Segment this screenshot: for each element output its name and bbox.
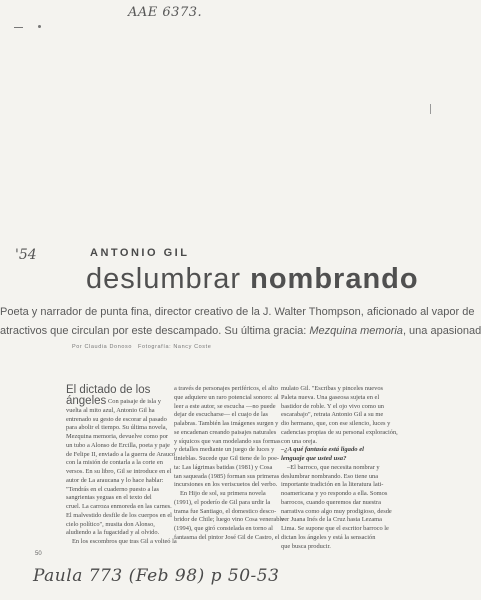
page-number: 50 [35, 551, 42, 557]
dek-line-2 [0, 324, 481, 338]
col2-line: trama fue Santiago, el domestico desco- [174, 507, 277, 515]
answer-line: Lima. Se supone que el escritor barroco le [281, 525, 389, 532]
col1-line: autor de La araucana y lo hace hablar: [66, 476, 164, 484]
col3-line: con una oreja. [281, 437, 318, 445]
col2-line: (1991), el poderío de Gil para urdir la [174, 498, 271, 506]
byline [72, 344, 211, 350]
interview-question-line-1: –¿A qué fantasía está ligado el [281, 446, 364, 454]
col2-line: (1994), que giró constelada en torno al [174, 525, 273, 532]
byline-author: Por Claudia Donoso [72, 344, 133, 350]
col2-line: leer a este autor, se escucha —no puede [174, 402, 276, 410]
col1-line: cruel. La carroza enmoreda en las carnes. [66, 503, 172, 510]
text-column-2 [174, 385, 286, 543]
col1-line: Con paisaje de isla y [108, 398, 161, 405]
col1-line: con la misión de contarla a la corte en [66, 459, 163, 467]
col2-line: incursiones en los veriscuetos del verbo. [174, 481, 278, 489]
byline-photo: Fotografía: Nancy Coste [138, 344, 212, 350]
col1-line: aludiendo a la fugacidad y al olvido. [66, 529, 160, 537]
handwritten-archive-reference: AAE 6373. [128, 5, 203, 20]
col2-line: que adquiere un raro potencial sonoro: al [174, 393, 279, 401]
col1-line: Mezquina memoria, devuelve como por [66, 433, 169, 440]
pen-mark-dot [38, 25, 41, 28]
dek-book-title: Mezquina memoria [309, 325, 403, 337]
answer-line: barrocos, cuando queremos dar nuestra [281, 498, 381, 506]
answer-line: noamericana y yo respondo a ella. Somos [281, 490, 388, 497]
col2-line: y síquicos que van modelando sus formas [174, 437, 281, 445]
answer-line: importante tradición en la literatura lati- [281, 481, 384, 489]
col2-line: ta: Las lágrimas batidas (1981) y Cosa [174, 463, 273, 471]
col1-line: "Tendrás en el cuaderno puesto a las [66, 485, 160, 493]
title-word-1: deslumbrar [86, 263, 242, 295]
dek-line-2-end: , una apasionad [402, 325, 481, 337]
col1-line: cielo político", musita don Alonso, [66, 520, 155, 528]
col3-line: cadencias propias de su personal exploración, [281, 428, 398, 436]
answer-line: que busca producir. [281, 542, 331, 550]
answer-line: ver Juana Inés de la Cruz hasta Lezama [281, 516, 382, 524]
col3-line: mulato Gil. "Escribas y pinceles nuevos [281, 385, 383, 392]
col2-line: dejar de escucharse— el cuajo de las [174, 411, 269, 419]
text-column-1 [66, 385, 178, 547]
col2-line: tan saqueada (1985) forman sus primeras [174, 472, 280, 480]
article-title [86, 262, 419, 296]
col1-line: vuelta al mito azul, Antonio Gil ha [66, 406, 155, 414]
answer-line: dictan los ángeles y está la sensación [281, 533, 376, 541]
title-word-2: nombrando [250, 263, 419, 295]
col2-line: fantasma del pintor José Gil de Castro, el [174, 533, 280, 541]
dek-line-1: Poeta y narrador de punta fina, director creativo de la J. Walter Thompson, aficionado al vapor de [0, 306, 475, 318]
col1-line: de Felipe II, enviado a la guerra de Arauco [66, 450, 176, 458]
answer-line: –El barroco, que necesita nombrar y [287, 463, 380, 471]
col3-line: dio hermano, que, con ese silencio, luces y [281, 420, 391, 427]
col2-line: bridor de Chile; luego vino Cosa venerable [174, 516, 285, 524]
col3-line: escarabajo", retrata Antonio Gil a su me [281, 411, 384, 419]
col2-line: a través de personajes periféricos, el alto [174, 385, 278, 392]
interview-question-line-2: lenguaje que usted usa? [281, 455, 347, 462]
col2-line: se encadenan creando paisajes naturales [174, 428, 277, 436]
col1-line: para abolir el tiempo. Su última novela, [66, 424, 168, 432]
col3-line: Paleta nueva. Una gaseosa sujeta en el [281, 393, 380, 401]
col1-line: entrenado su gesto de escorar al pasado [66, 415, 167, 423]
col1-line: versos. En su libro, Gil se introduce en el [66, 468, 172, 475]
answer-line: narrativa como algo muy prodigioso, desde [281, 507, 392, 515]
col1-line: sangrientas yeguas en el texto del [66, 494, 152, 502]
dek-line-2-start: atractivos que circulan por este descampado. Su última gracia: [0, 325, 310, 337]
section-heading-line-1: El dictado de los [66, 384, 151, 396]
section-heading-line-2: ángeles [66, 395, 107, 407]
answer-line: deslumbrar nombrando. Eso tiene una [281, 472, 379, 480]
pen-mark-dash [14, 27, 23, 28]
col2-line: En Hijo de sol, su primera novela [180, 490, 266, 497]
text-column-3 [281, 385, 398, 551]
col1-line: El malvestido desfile de los cuerpos en el [66, 511, 172, 519]
col1-line: un tubo a Alonso de Ercilla, poeta y paje [66, 441, 170, 449]
margin-tick [430, 104, 431, 114]
col2-line: palabras. También las imágenes surgen y [174, 420, 279, 427]
col1-line: En los escombros que tras Gil a volteó la [72, 538, 177, 545]
col2-line: y detalles mediante un juego de luces y [174, 446, 275, 454]
col3-line: bastidor de roble. Y el ojo vivo como un [281, 402, 384, 410]
article-kicker: ANTONIO GIL [90, 247, 190, 259]
col2-line: tinieblas. Sucede que Gil tiene de lo poe- [174, 455, 280, 462]
handwritten-source-reference: Paula 773 (Feb 98) p 50-53 [33, 566, 280, 586]
handwritten-side-note: '54 [15, 247, 37, 263]
